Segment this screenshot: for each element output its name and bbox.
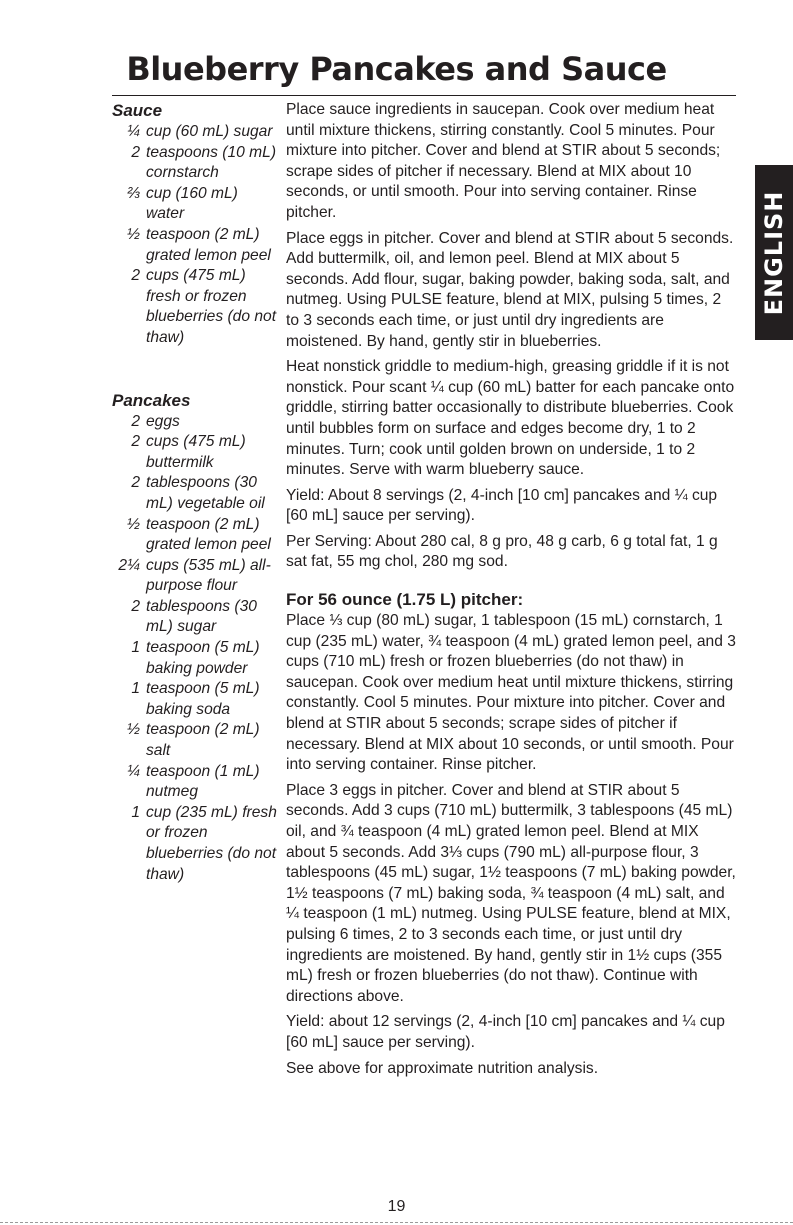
ingredient-text: cup (60 mL) sugar	[146, 123, 273, 140]
ingredient-amount: 2	[131, 143, 140, 161]
ingredient-item	[112, 679, 277, 720]
section-spacer	[112, 349, 277, 390]
yield-text: Yield: About 8 servings (2, 4-inch [10 cm] pancakes and ¼ cup [60 mL] sauce per serving).	[286, 486, 718, 525]
language-tab	[755, 165, 793, 340]
directions-column	[286, 100, 738, 1084]
ingredient-item	[112, 803, 277, 885]
ingredient-item	[112, 225, 277, 266]
ingredient-amount: 2	[131, 267, 140, 285]
page-title: Blueberry Pancakes and Sauce	[126, 50, 667, 88]
ingredient-item	[112, 556, 277, 597]
ingredient-item	[112, 432, 277, 473]
ingredient-item	[112, 266, 277, 348]
ingredient-item	[112, 143, 277, 184]
ingredient-item	[112, 762, 277, 803]
pancakes-ingredient-list	[112, 412, 277, 886]
ingredient-amount: ⅔	[126, 184, 140, 202]
ingredient-amount: ¼	[126, 762, 140, 780]
ingredient-text: cups (535 mL) all-purpose flour	[146, 556, 271, 595]
ingredient-text: teaspoon (2 mL) salt	[146, 721, 260, 760]
large-pitcher-heading: For 56 ounce (1.75 L) pitcher:	[286, 590, 524, 610]
ingredient-text: teaspoon (2 mL) grated lemon peel	[146, 515, 271, 554]
ingredient-amount: 2	[131, 433, 140, 451]
ingredient-text: teaspoon (5 mL) baking powder	[146, 639, 260, 677]
ingredient-amount: 2	[131, 597, 140, 615]
ingredient-text: cups (475 mL) fresh or frozen blueberries (do not thaw)	[146, 267, 277, 346]
ingredient-amount: 1	[131, 680, 140, 698]
ingredient-item	[112, 638, 277, 679]
directions-paragraph: Place sauce ingredients in saucepan. Cook over medium heat until mixture thickens, stirring constantly. Cool 5 minutes. Pour mixture into pitcher. Cover and blend at STIR about 5 seconds; scrape sides of pitcher if necessary. Blend at MIX about 10 seconds, or until smooth. Pour into serving container. Rinse pitcher.	[286, 101, 721, 221]
directions-paragraph: Place 3 eggs in pitcher. Cover and blend at STIR about 5 seconds. Add 3 cups (710 mL) buttermilk, 3 tablespoons (45 mL) oil, and ¾ teaspoon (4 mL) grated lemon peel. Blend at MIX about 5 seconds. Add 3⅓ cups (790 mL) all-purpose flour, 3 tablespoons (45 mL) sugar, 1½ teaspoons (7 mL) baking powder, 1½ teaspoons (7 mL) baking soda, ¾ teaspoon (4 mL) salt, and ¼ teaspoon (1 mL) nutmeg. Using PULSE feature, blend at MIX, pulsing 6 times, 2 to 3 seconds each time, or just until dry ingredients are moistened. By hand, gently stir in 1½ cups (355 mL) fresh or frozen blueberries (do not thaw). Continue with directions above.	[286, 781, 736, 1005]
page-number: 19	[387, 1198, 406, 1215]
ingredient-amount: 2	[131, 412, 140, 430]
ingredient-amount: ¼	[126, 123, 140, 140]
ingredient-text: cups (475 mL) buttermilk	[146, 433, 246, 471]
yield-text: Yield: about 12 servings (2, 4-inch [10 cm] pancakes and ¼ cup [60 mL] sauce per serving).	[286, 1013, 725, 1051]
ingredient-item	[112, 122, 277, 143]
ingredient-text: teaspoon (1 mL) nutmeg	[146, 762, 260, 801]
ingredient-item	[112, 515, 277, 556]
ingredient-amount: ½	[126, 721, 140, 739]
title-divider	[112, 95, 736, 96]
language-tab-label: ENGLISH	[760, 190, 788, 315]
ingredient-text: tablespoons (30 mL) vegetable oil	[146, 474, 265, 512]
nutrition-text: See above for approximate nutrition analysis.	[286, 1059, 599, 1077]
ingredient-text: cup (160 mL) water	[146, 184, 238, 223]
pancakes-heading: Pancakes	[112, 390, 191, 410]
directions-paragraph: Place eggs in pitcher. Cover and blend at STIR about 5 seconds. Add buttermilk, oil, and lemon peel. Blend at MIX about 5 seconds. Add flour, sugar, baking powder, baking soda, salt, and nutmeg. Using PULSE feature, blend at MIX, pulsing 5 times, 2 to 3 seconds each time, or just until dry ingredients are moistened. By hand, gently stir in blueberries.	[286, 229, 734, 350]
sauce-heading: Sauce	[112, 101, 163, 120]
nutrition-text: Per Serving: About 280 cal, 8 g pro, 48 g carb, 6 g total fat, 1 g sat fat, 55 mg chol, 280 mg sod.	[286, 532, 718, 571]
ingredient-amount: 2	[131, 474, 140, 492]
ingredient-item	[112, 597, 277, 638]
directions-paragraph: Heat nonstick griddle to medium-high, greasing griddle if it is not nonstick. Pour scant ¼ cup (60 mL) batter for each pancake onto griddle, stirring batter occasionally to distribute blueberries. Cook until bubbles form on surface and edges become dry, 1 to 2 minutes. Turn; cook until golden brown on underside, 1 to 2 minutes. Serve with warm blueberry sauce.	[286, 358, 735, 479]
bottom-edge	[0, 1222, 793, 1223]
ingredient-text: teaspoons (10 mL) cornstarch	[146, 143, 277, 182]
directions-paragraph: Place ⅓ cup (80 mL) sugar, 1 tablespoon (15 mL) cornstarch, 1 cup (235 mL) water, ¾ teaspoon (4 mL) grated lemon peel, and 3 cups (710 mL) fresh or frozen blueberries (do not thaw) in saucepan. Cook over medium heat until mixture thickens, stirring constantly. Cool 5 minutes. Pour mixture into pitcher. Cover and blend at STIR about 5 seconds; scrape sides of pitcher if necessary. Blend at MIX about 10 seconds, or until smooth. Pour into serving container. Rinse pitcher.	[286, 612, 736, 774]
ingredient-item	[112, 184, 277, 225]
ingredient-item	[112, 720, 277, 761]
ingredient-item	[112, 473, 277, 514]
sauce-ingredient-list	[112, 122, 277, 349]
ingredient-amount: ½	[126, 515, 140, 533]
ingredient-text: tablespoons (30 mL) sugar	[146, 597, 257, 636]
ingredient-text: teaspoon (5 mL) baking soda	[146, 680, 260, 718]
ingredient-amount: ½	[126, 225, 140, 243]
ingredient-amount: 2¼	[118, 556, 140, 574]
ingredient-text: eggs	[146, 412, 180, 430]
ingredients-column	[112, 100, 277, 885]
ingredient-amount: 1	[131, 639, 140, 657]
ingredient-amount: 1	[131, 803, 140, 821]
ingredient-text: cup (235 mL) fresh or frozen blueberries (do not thaw)	[146, 803, 277, 883]
ingredient-text: teaspoon (2 mL) grated lemon peel	[146, 225, 271, 264]
ingredient-item	[112, 412, 277, 433]
